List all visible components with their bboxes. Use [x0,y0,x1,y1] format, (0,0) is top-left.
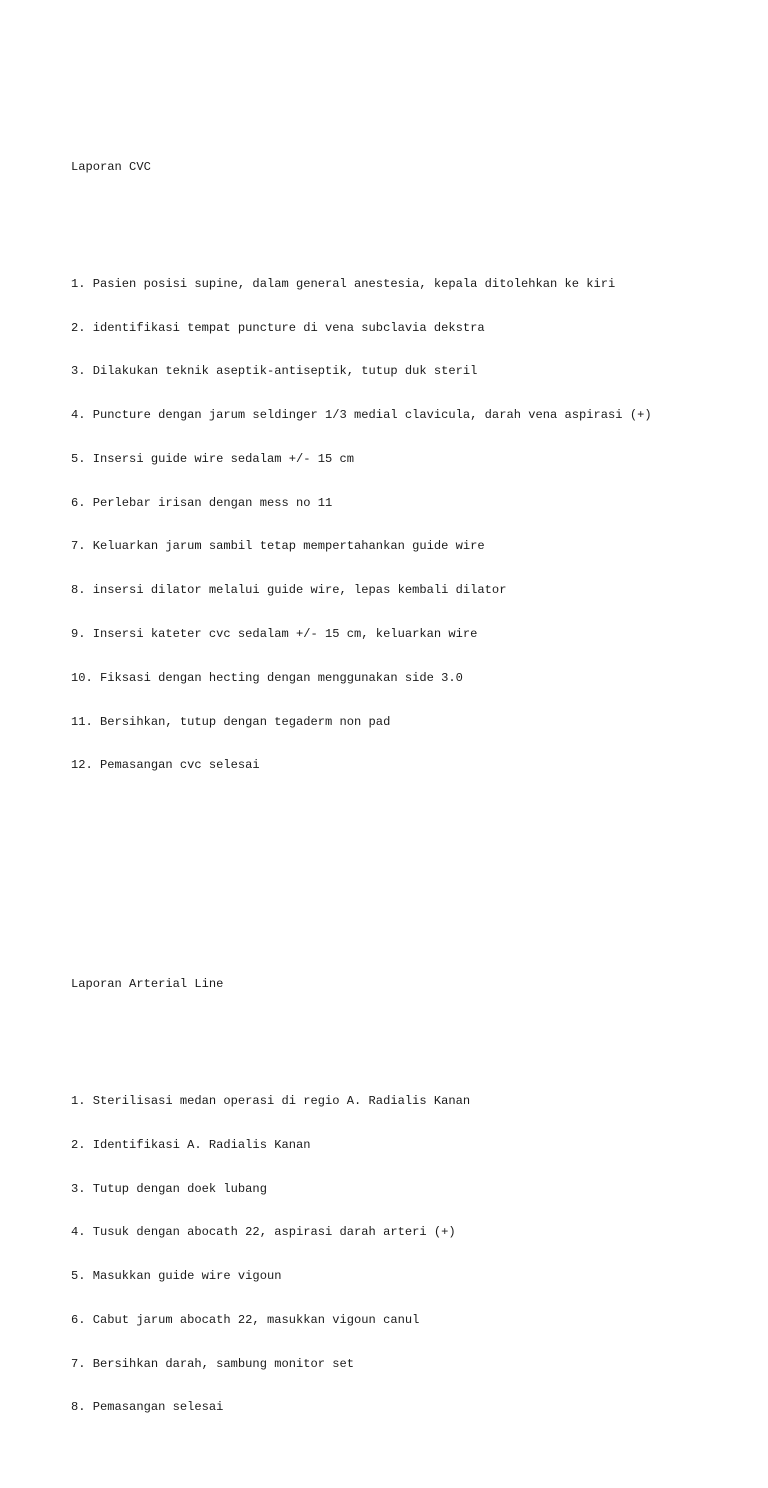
section-arterial-line [71,948,758,1473]
list-item: 8. Pemasangan selesai [71,1400,224,1415]
spacer [71,875,758,890]
list-item: 3. Dilakukan teknik aseptik-antiseptik, tutup duk steril [71,364,478,379]
list-item: 1. Sterilisasi medan operasi di regio A. Radialis Kanan [71,1093,471,1108]
list-item: 2. identifikasi tempat puncture di vena subclavia dekstra [71,320,485,335]
list-item: 4. Tusuk dengan abocath 22, aspirasi darah arteri (+) [71,1225,456,1240]
list-item: 3. Tutup dengan doek lubang [71,1181,267,1196]
section-cvc [71,131,758,832]
list-item: 7. Bersihkan darah, sambung monitor set [71,1356,355,1371]
list-item: 2. Identifikasi A. Radialis Kanan [71,1137,311,1152]
list-item: 1. Pasien posisi supine, dalam general anestesia, kepala ditolehkan ke kiri [71,276,616,291]
list-item: 12. Pemasangan cvc selesai [71,758,260,773]
list-item: 8. insersi dilator melalui guide wire, lepas kembali dilator [71,583,507,598]
list-item: 11. Bersihkan, tutup dengan tegaderm non pad [71,714,391,729]
cvc-steps-list [71,248,758,803]
list-item: 7. Keluarkan jarum sambil tetap mempertahankan guide wire [71,539,485,554]
arterial-line-steps-list [71,1065,758,1444]
list-item: 5. Masukkan guide wire vigoun [71,1269,282,1284]
list-item: 10. Fiksasi dengan hecting dengan menggunakan side 3.0 [71,670,463,685]
list-item: 6. Cabut jarum abocath 22, masukkan vigoun canul [71,1312,420,1327]
list-item: 5. Insersi guide wire sedalam +/- 15 cm [71,451,355,466]
section-title-arterial-line: Laporan Arterial Line [71,977,224,992]
list-item: 6. Perlebar irisan dengan mess no 11 [71,495,333,510]
section-title-cvc: Laporan CVC [71,159,151,174]
list-item: 9. Insersi kateter cvc sedalam +/- 15 cm, keluarkan wire [71,626,478,641]
spacer [71,204,758,219]
spacer [71,1021,758,1036]
document-page [71,87,758,1488]
list-item: 4. Puncture dengan jarum seldinger 1/3 medial clavicula, darah vena aspirasi (+) [71,408,652,423]
